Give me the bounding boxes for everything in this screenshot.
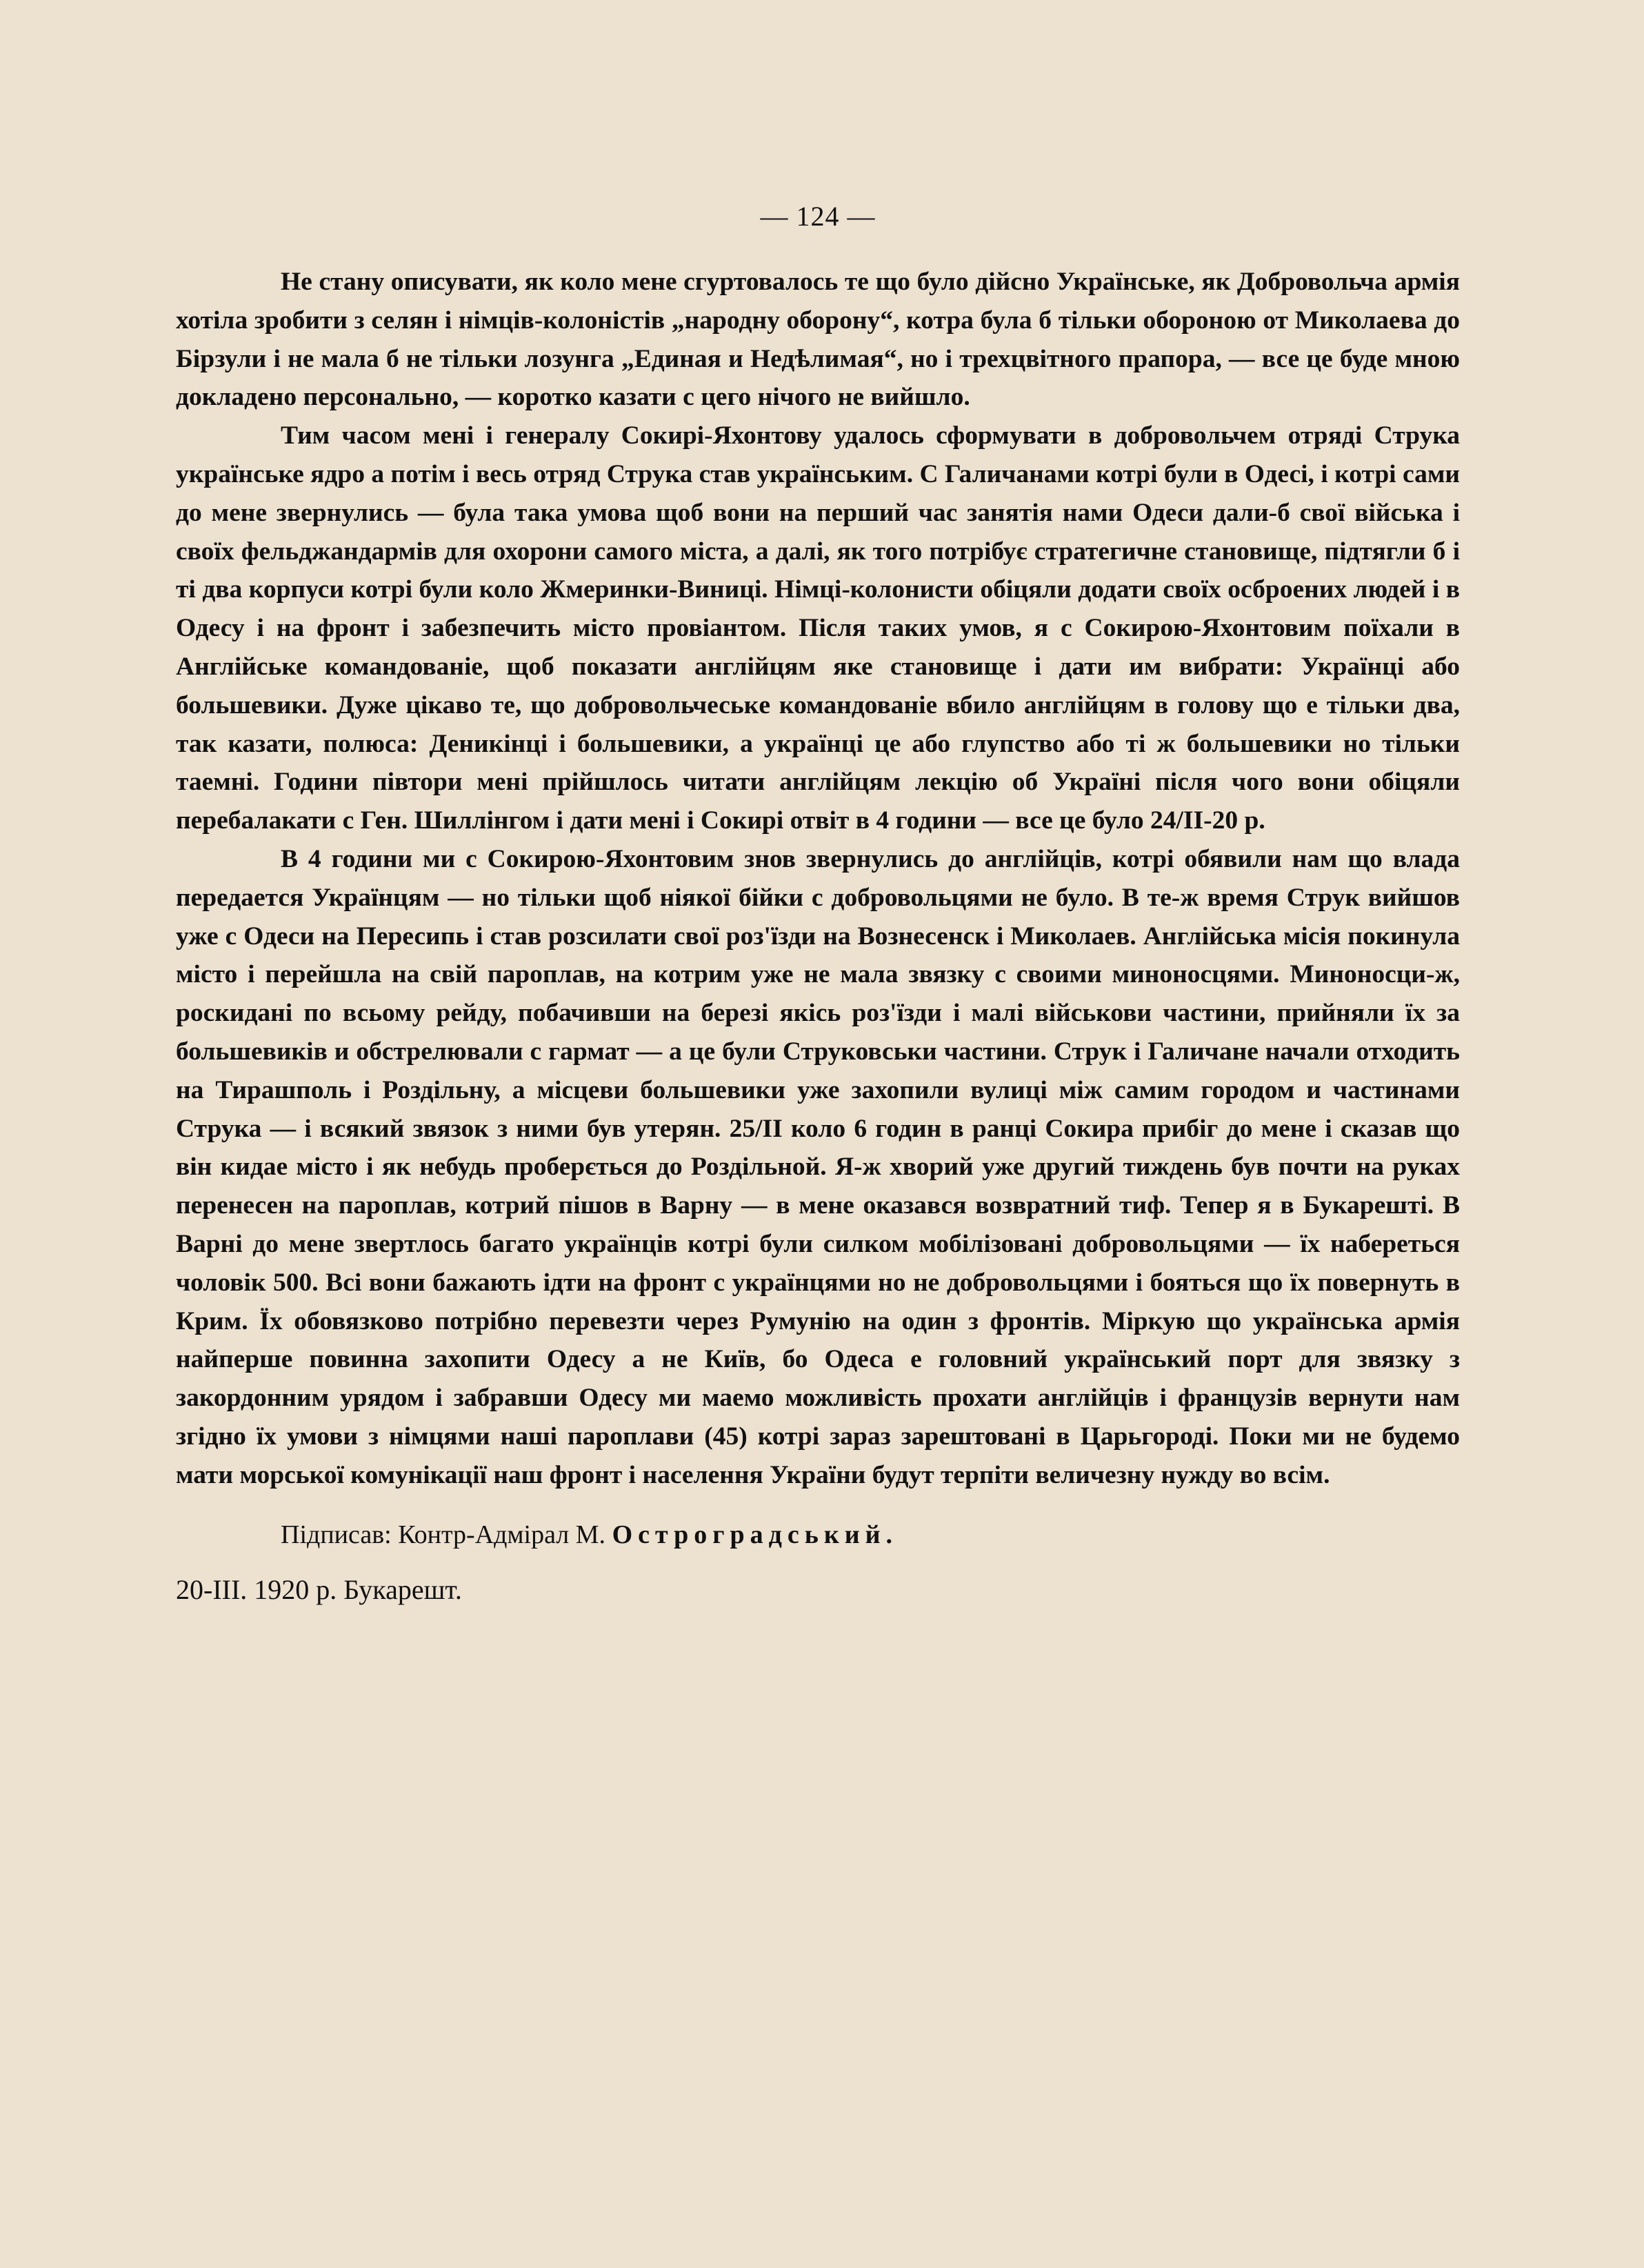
paragraph: Тим часом мені і генералу Сокирі-Яхонтову удалось сформувати в добровольчем отряді Струка українське ядро а потім і весь отряд Струка став українським. С Галичанами котрі були в Одесі, і котрі сами до мене звернулись — була така умова щоб вони на перший час занятія нами Одеси дали-б свої війська і своїх фельджандармів для охорони самого міста, а далі, як того потрібує стратегичне становище, підтягли б і ті два корпуси котрі були коло Жмеринки-Виниці. Німці-колонисти обіцяли додати своїх осброених людей і в Одесу і на фронт і забезпечить місто провіантом. Після таких умов, я с Сокирою-Яхонтовим поїхали в Англійське командованіе, щоб показати англійцям яке становище і дати им вибрати: Українці або большевики. Дуже цікаво те, що добровольчеськe командованіе вбило англійцям в голову що е тільки два, так казати, полюса: Деникінці і большевики, а українці це або глупство або ті ж большевики но тільки таемні. Години півтори мені прійшлось читати англійцям лекцію об Україні після чого вони обіцяли перебалакати с Ген. Шиллінгом і дати мені і Сокирі отвіт в 4 години — все це було 24/II-20 р. xyxy=(176,421,1460,835)
signature-line xyxy=(176,1515,1460,1554)
document-page xyxy=(176,200,1460,1609)
signature-prefix: Підписав: Контр-Адмірал М. xyxy=(281,1520,606,1549)
dateline: 20-III. 1920 р. Букарешт. xyxy=(176,1573,462,1605)
signature-name: Остроградський. xyxy=(612,1520,899,1549)
paragraph: Не стану описувати, як коло мене сгуртовалось те що було дійсно Українське, як Добровольча армія хотіла зробити з селян і німців-колоністів „народну оборону“, котра була б тільки обороною от Миколаева до Бірзули і не мала б не тільки лозунга „Единая и Недѣлимая“, но і трехцвітного прапора, — все це буде мною докладено персонально, — коротко казати с цего нічого не вийшло. xyxy=(176,268,1460,412)
letter-body xyxy=(176,263,1460,1495)
paragraph: В 4 години ми с Сокирою-Яхонтовим знов звернулись до англійців, котрі обявили нам що влада передается Українцям — но тільки щоб ніякої бійки с добровольцями не було. В те-ж время Струк вийшов уже с Одеси на Пересипь і став розсилати свої роз'їзди на Вознесенск і Миколаев. Англійська місія покинула місто і перейшла на свій пароплав, на котрим уже не мала звязку с своими миноносцями. Миноносци-ж, роскидані по всьому рейду, побачивши на березі якісь роз'їзди і малі військови частини, прийняли їх за большевиків и обстрелювали с гармат — а це були Струковськи частини. Струк і Галичане начали отходить на Тирашполь і Роздільну, а місцеви большевики уже захопили вулиці між самим городом и частинами Струка — і всякий звязок з ними був утерян. 25/II коло 6 годин в ранці Сокира прибіг до мене і сказав що він кидае місто і як небудь проберється до Роздільной. Я-ж хворий уже другий тиждень був почти на руках перенесен на пароплав, котрий пішов в Варну — в мене оказався возвратний тиф. Тепер я в Букарешті. В Варні до мене звертлось багато українців котрі були силком мобілізовані добровольцями — їх набереться чоловік 500. Всі вони бажають ідти на фронт с українцями но не добровольцями і бояться що їх повернуть в Крим. Їх обовязково потрібно перевезти через Румунію на один з фронтів. Міркую що українська армія найперше повинна захопити Одесу а не Київ, бо Одеса е головний український порт для звязку з закордонним урядом і забравши Одесу ми маемо можливість прохати англійців і французів вернути нам згідно їх умови з німцями наші пароплави (45) котрі зараз зарештовані в Царьгороді. Поки ми не будемо мати морської комунікації наш фронт і населення України будут терпіти величезну нужду во всім. xyxy=(176,844,1460,1489)
page-number: — 124 — xyxy=(760,201,876,232)
